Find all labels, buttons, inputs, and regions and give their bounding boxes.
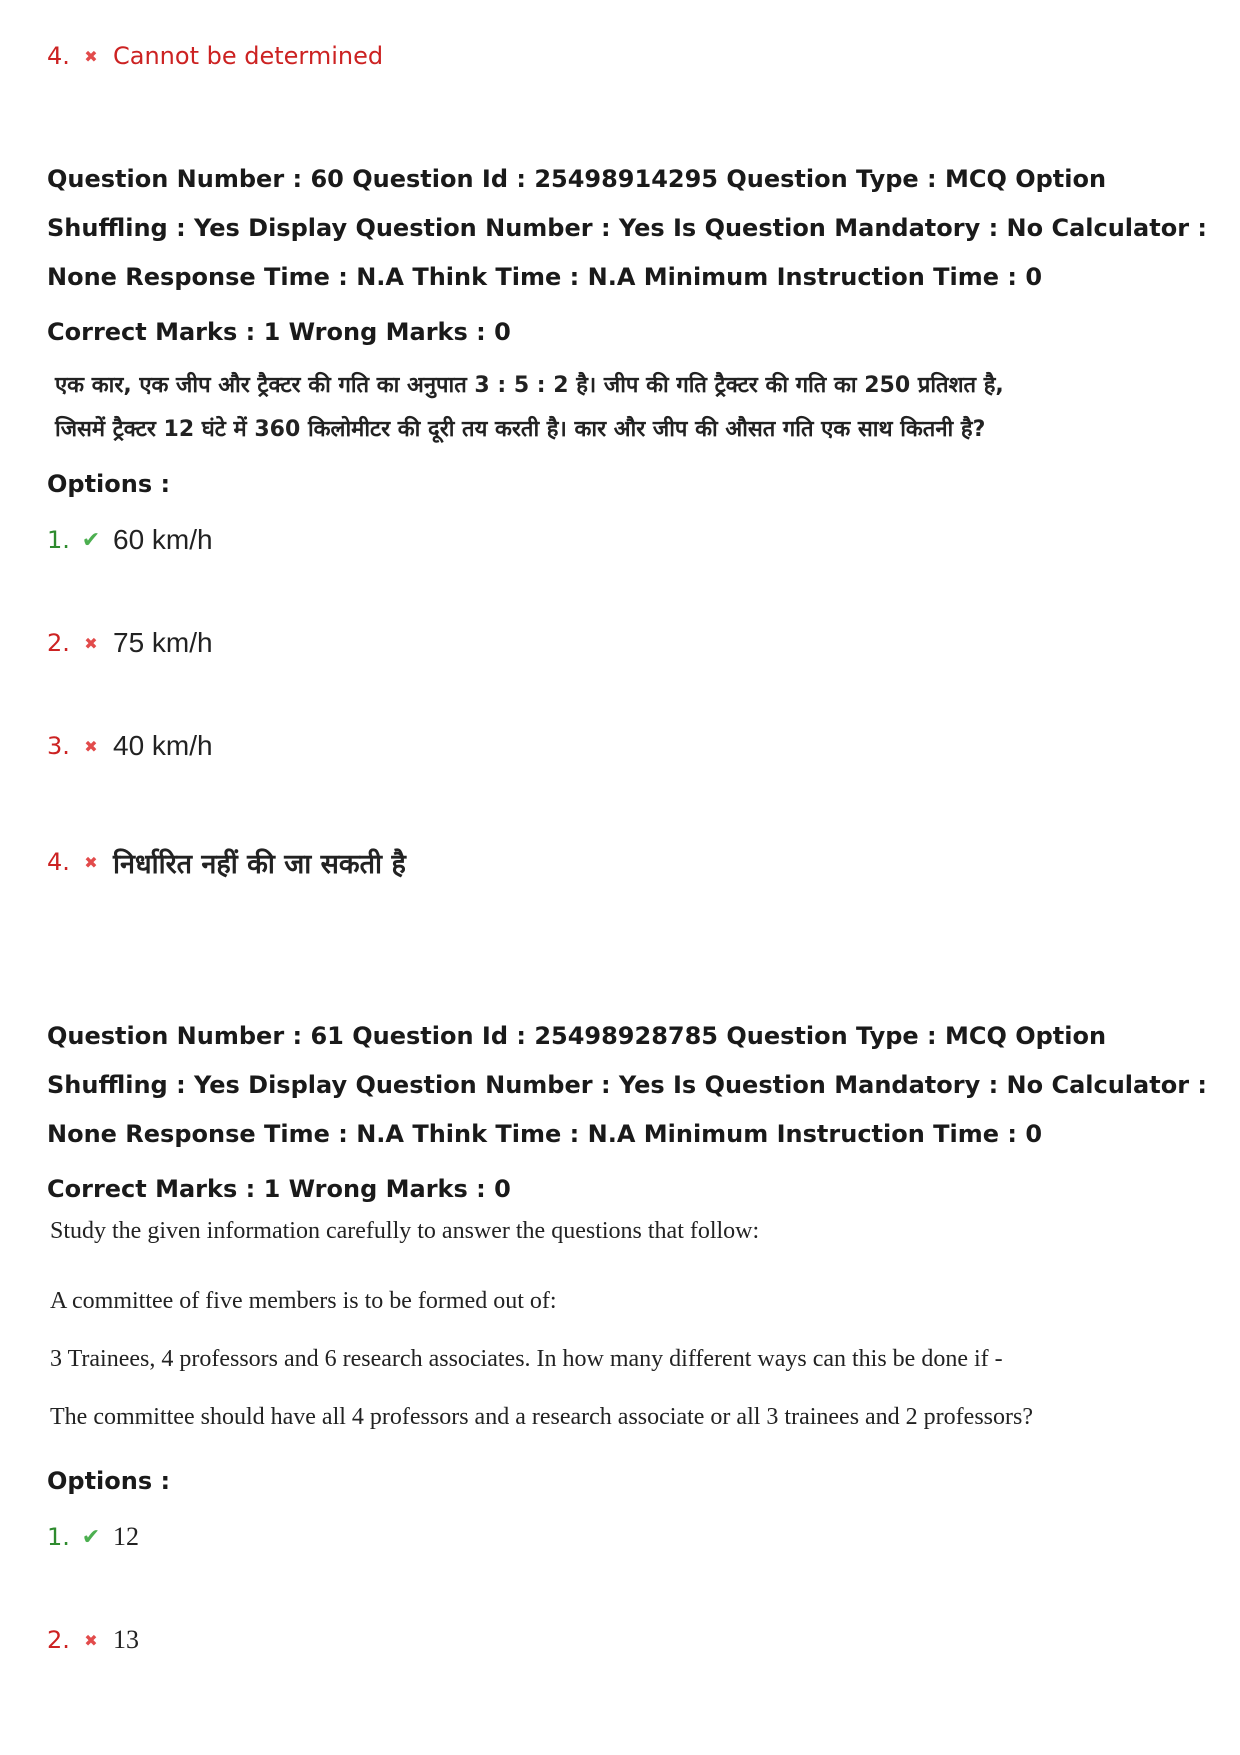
q61-options-label: Options : — [47, 1467, 171, 1495]
q61-question-line-1: Study the given information carefully to answer the questions that follow: — [50, 1218, 760, 1244]
option-text: 12 — [113, 1522, 139, 1551]
q61-question-line-2: A committee of five members is to be formed out of: — [50, 1288, 557, 1314]
option-number: 4. — [47, 42, 70, 70]
cross-icon: ✖ — [84, 46, 98, 66]
option-text: Cannot be determined — [113, 42, 384, 70]
q60-question — [55, 364, 1215, 452]
option-number: 1. — [47, 526, 70, 554]
option-text: 60 km/h — [113, 524, 213, 555]
q60-marks: Correct Marks : 1 Wrong Marks : 0 — [47, 318, 511, 346]
question-line: जिसमें ट्रैक्टर 12 घंटे में 360 किलोमीटर की दूरी तय करती है। कार और जीप की औसत गति एक साथ कितनी है? — [55, 417, 986, 442]
option-text: 13 — [113, 1625, 139, 1654]
q61-meta: Question Number : 61 Question Id : 25498928785 Question Type : MCQ Option Shuffling : Yes Display Question Number : Yes Is Question Mandatory : No Calculator : None Response Time : N.A Think Time : N.A Minimum Instruction Time : 0 — [47, 1022, 1207, 1148]
q60-option-3 — [47, 724, 213, 768]
check-icon: ✔ — [81, 527, 101, 553]
q61-option-2 — [47, 1618, 139, 1662]
option-text: 75 km/h — [113, 627, 213, 658]
q60-option-2 — [47, 621, 213, 665]
q60-option-1 — [47, 518, 213, 562]
cross-icon: ✖ — [84, 633, 98, 653]
option-text: 40 km/h — [113, 730, 213, 761]
option-number: 1. — [47, 1523, 70, 1551]
prev-option-4 — [47, 42, 383, 70]
option-number: 3. — [47, 732, 70, 760]
q61-option-1 — [47, 1515, 139, 1559]
cross-icon: ✖ — [84, 1630, 98, 1650]
cross-icon: ✖ — [84, 736, 98, 756]
q60-options-label: Options : — [47, 470, 171, 498]
check-icon: ✔ — [81, 1524, 101, 1550]
q60-meta: Question Number : 60 Question Id : 25498914295 Question Type : MCQ Option Shuffling : Yes Display Question Number : Yes Is Question Mandatory : No Calculator : None Response Time : N.A Think Time : N.A Minimum Instruction Time : 0 — [47, 165, 1207, 291]
option-text: निर्धारित नहीं की जा सकती है — [113, 848, 406, 880]
q60-option-4 — [47, 840, 406, 884]
q61-question-line-3: 3 Trainees, 4 professors and 6 research associates. In how many different ways can this be done if - — [50, 1346, 1003, 1372]
q61-marks: Correct Marks : 1 Wrong Marks : 0 — [47, 1175, 511, 1203]
cross-icon: ✖ — [84, 852, 98, 872]
option-number: 2. — [47, 1626, 70, 1654]
q61-question-line-4: The committee should have all 4 professors and a research associate or all 3 trainees and 2 professors? — [50, 1404, 1033, 1430]
question-line: एक कार, एक जीप और ट्रैक्टर की गति का अनुपात 3 : 5 : 2 है। जीप की गति ट्रैक्टर की गति का 250 प्रतिशत है, — [55, 373, 1004, 398]
option-number: 4. — [47, 848, 70, 876]
option-number: 2. — [47, 629, 70, 657]
